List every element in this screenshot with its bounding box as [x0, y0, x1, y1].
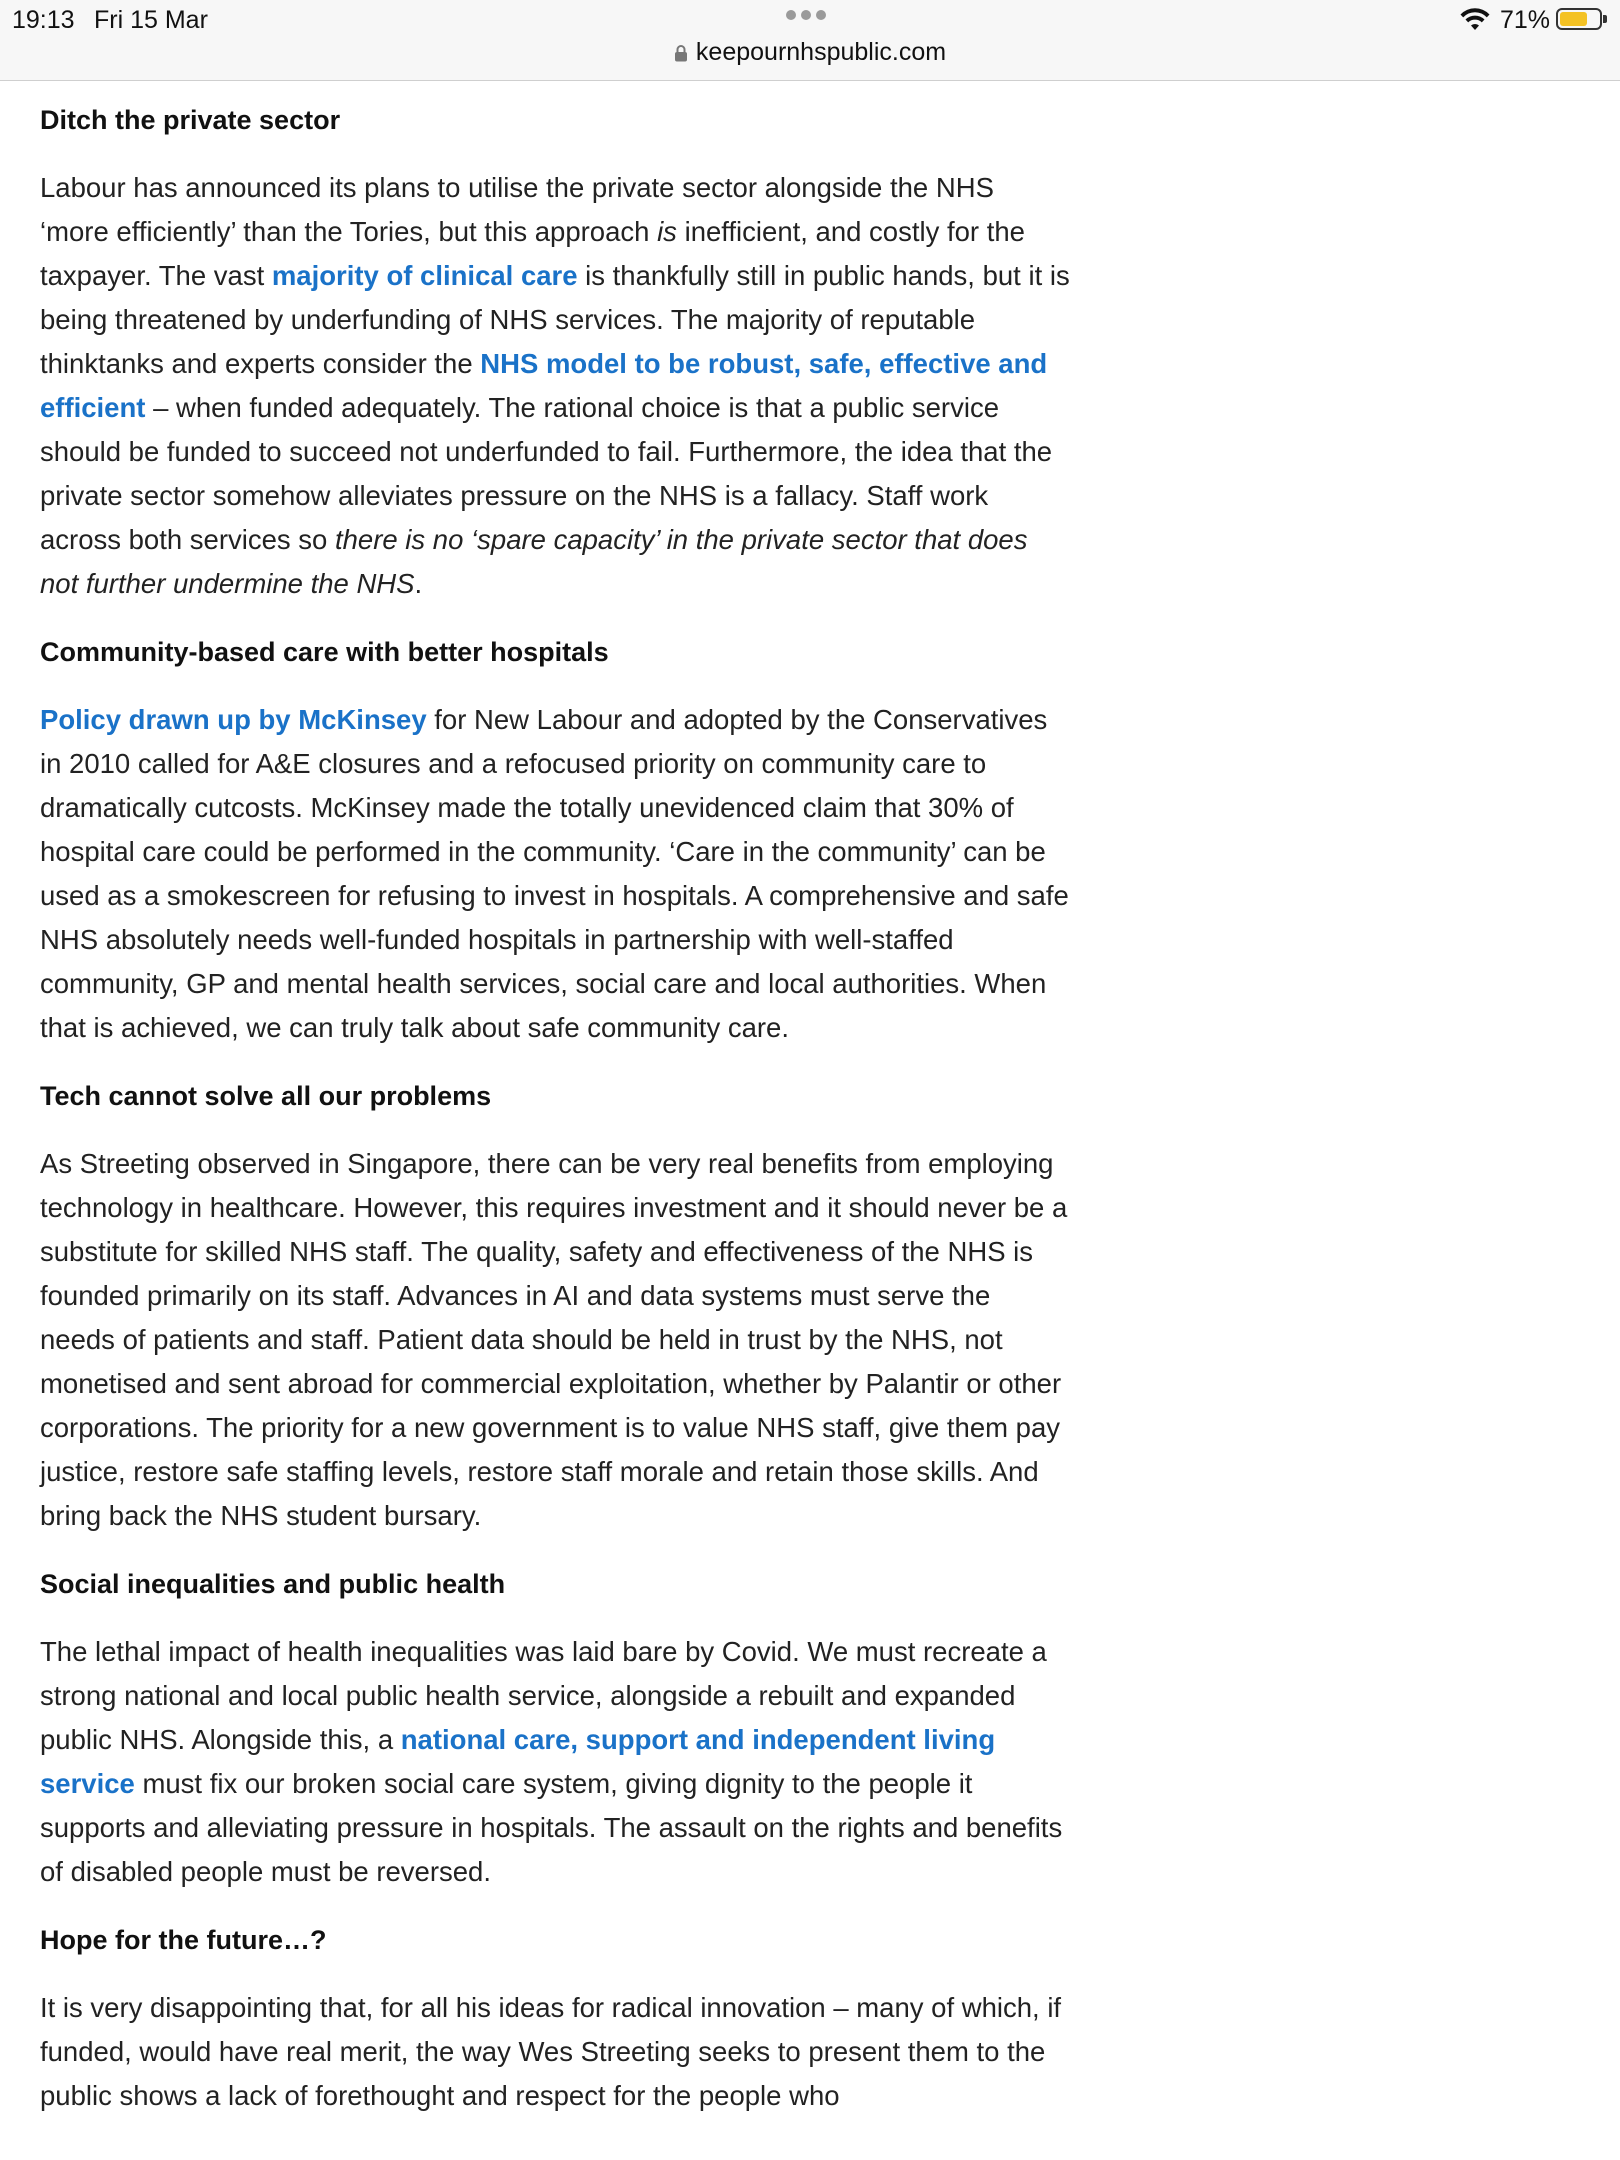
paragraph-hope: It is very disappointing that, for all his ideas for radical innovation – many of which, if funded, would have real merit, the way Wes Streeting seeks to present them to the public shows a lack of forethought and respect for the people who: [40, 1992, 1062, 2111]
url-bar[interactable]: [0, 38, 1620, 67]
link-majority-of-clinical-care[interactable]: majority of clinical care: [271, 260, 578, 291]
paragraph-private-sector: Labour has announced its plans to utilise the private sector alongside the NHS ‘more efficiently’ than the Tories, but this approach is inefficient, and costly for the taxpayer. The vast majority of clinical care is thankfully still in public hands, but it is being threatened by underfunding of NHS services. The majority of reputable thinktanks and experts consider the NHS model to be robust, safe, effective and efficient – when funded adequately. The rational choice is that a public service should be funded to succeed not underfunded to fail. Furthermore, the idea that the private sector somehow alleviates pressure on the NHS is a fallacy. Staff work across both services so there is no ‘spare capacity’ in the private sector that does not further undermine the NHS.: [40, 172, 1070, 599]
status-time: 19:13: [12, 6, 75, 34]
link-nhs-model[interactable]: NHS model to be robust, safe, effective and efficient: [40, 348, 1048, 423]
section-heading-hope: Hope for the future…?: [40, 1925, 327, 1955]
battery-icon: [1556, 8, 1602, 30]
status-date: Fri 15 Mar: [94, 6, 208, 34]
battery-percent: 71%: [1500, 6, 1551, 34]
status-bar: [0, 0, 1620, 81]
section-heading-private-sector: Ditch the private sector: [40, 105, 341, 135]
paragraph-community-care: Policy drawn up by McKinsey for New Labour and adopted by the Conservatives in 2010 called for A&E closures and a refocused priority on community care to dramatically cutcosts. McKinsey made the totally unevidenced claim that 30% of hospital care could be performed in the community. ‘Care in the community’ can be used as a smokescreen for refusing to invest in hospitals. A comprehensive and safe NHS absolutely needs well-funded hospitals in partnership with well-staffed community, GP and mental health services, social care and local authorities. When that is achieved, we can truly talk about safe community care.: [40, 704, 1069, 1043]
battery-level-fill: [1560, 12, 1587, 26]
wifi-icon: [1460, 6, 1490, 32]
section-heading-community-care: Community-based care with better hospitals: [40, 637, 609, 667]
link-national-care-service[interactable]: national care, support and independent living service: [40, 1724, 996, 1799]
link-policy-mckinsey[interactable]: Policy drawn up by McKinsey: [40, 704, 427, 735]
url-domain: keepournhspublic.com: [695, 38, 947, 66]
section-heading-inequalities: Social inequalities and public health: [40, 1569, 506, 1599]
section-heading-tech: Tech cannot solve all our problems: [40, 1081, 492, 1111]
paragraph-inequalities: The lethal impact of health inequalities was laid bare by Covid. We must recreate a strong national and local public health service, alongside a rebuilt and expanded public NHS. Alongside this, a national care, support and independent living service must fix our broken social care system, giving dignity to the people it supports and alleviating pressure in hospitals. The assault on the rights and benefits of disabled people must be reversed.: [40, 1636, 1063, 1887]
multitasking-dots-icon[interactable]: [786, 10, 826, 20]
paragraph-tech: As Streeting observed in Singapore, there can be very real benefits from employing technology in healthcare. However, this requires investment and it should never be a substitute for skilled NHS staff. The quality, safety and effectiveness of the NHS is founded primarily on its staff. Advances in AI and data systems must serve the needs of patients and staff. Patient data should be held in trust by the NHS, not monetised and sent abroad for commercial exploitation, whether by Palantir or other corporations. The priority for a new government is to value NHS staff, give them pay justice, restore safe staffing levels, restore staff morale and retain those skills. And bring back the NHS student bursary.: [40, 1148, 1068, 1531]
lock-icon: [674, 44, 688, 62]
article-body: [40, 80, 1070, 2142]
